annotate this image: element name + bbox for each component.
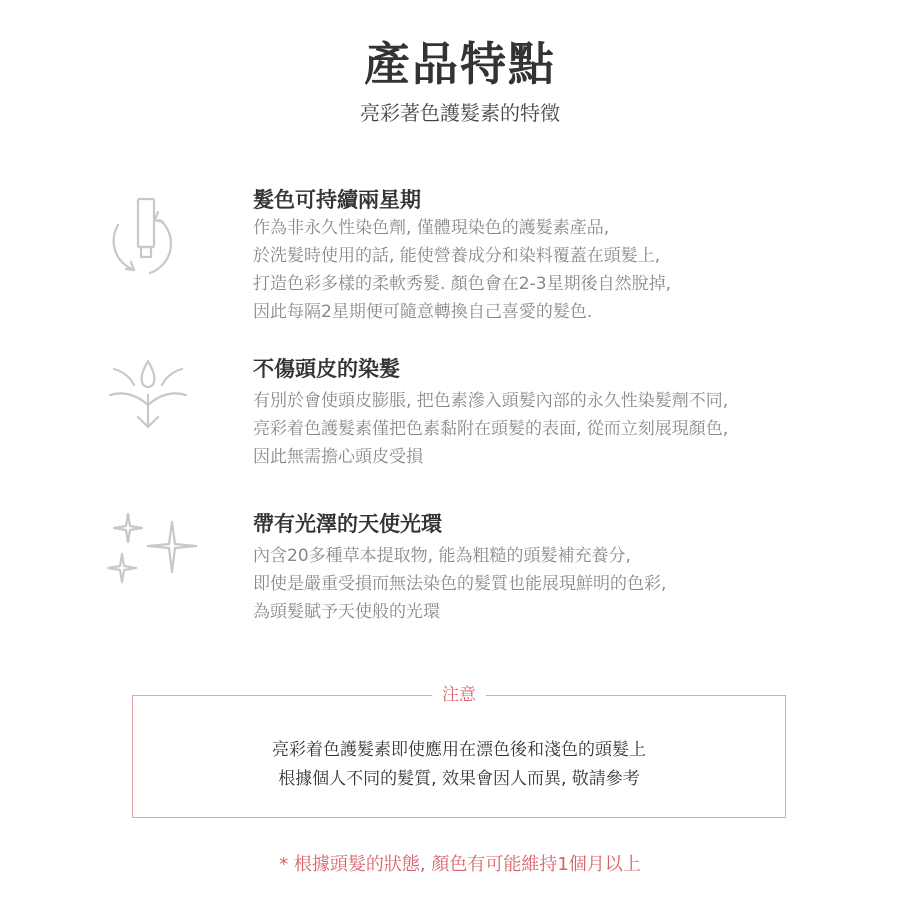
feature-line: 因此無需擔心頭皮受損 [253,447,423,467]
scalp-drop-icon [100,355,200,455]
feature-title: 髮色可持續兩星期 [253,188,421,212]
feature-line: 內含20多種草本提取物, 能為粗糙的頭髮補充養分, [253,546,631,566]
notice-line: 亮彩着色護髮素即使應用在漂色後和淺色的頭髮上 [272,740,646,760]
feature-description [253,542,666,626]
feature-line: 作為非永久性染色劑, 僅體現染色的護髮素產品, [253,218,610,238]
feature-line: 有別於會使頭皮膨脹, 把色素滲入頭髮內部的永久性染髮劑不同, [253,391,729,411]
tube-cycle-icon [100,185,200,285]
feature-title: 不傷頭皮的染髮 [253,357,400,381]
notice-label: 注意 [432,685,486,705]
sparkle-icon [100,510,200,610]
notice-box [132,685,786,818]
feature-title: 帶有光澤的天使光環 [253,512,442,536]
notice-body [133,736,785,794]
feature-description [253,214,671,326]
feature-line: 即使是嚴重受損而無法染色的髮質也能展現鮮明的色彩, [253,574,667,594]
feature-line: 於洗髮時使用的話, 能使營養成分和染料覆蓋在頭髮上, [253,246,661,266]
footnote: * 根據頭髮的狀態, 顏色有可能維持1個月以上 [279,854,641,875]
page-subtitle: 亮彩著色護髮素的特徵 [360,101,560,125]
feature-line: 打造色彩多樣的柔軟秀髮. 顏色會在2-3星期後自然脫掉, [253,274,671,294]
notice-line: 根據個人不同的髮質, 效果會因人而異, 敬請參考 [278,769,640,789]
feature-line: 為頭髮賦予天使般的光環 [253,602,440,622]
feature-line: 亮彩着色護髮素僅把色素黏附在頭髮的表面, 從而立刻展現顏色, [253,419,729,439]
feature-description [253,387,728,471]
feature-line: 因此每隔2星期便可隨意轉換自己喜愛的髮色. [253,302,593,322]
page-title: 產品特點 [364,37,556,91]
notice-label-wrap [133,682,785,708]
